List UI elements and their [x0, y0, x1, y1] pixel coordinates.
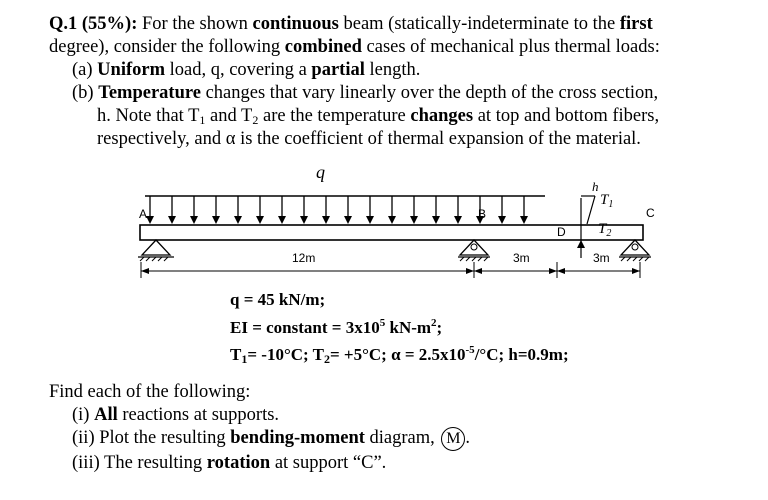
load-label-q: q — [316, 162, 325, 182]
load-arrow-head — [344, 216, 352, 224]
load-arrow-head — [278, 216, 286, 224]
load-arrow-head — [454, 216, 462, 224]
beam — [140, 225, 643, 240]
support-a-label: A — [139, 207, 148, 221]
load-arrows — [146, 196, 528, 224]
load-arrow-head — [432, 216, 440, 224]
load-arrow-head — [322, 216, 330, 224]
t1-label: $T_1$ — [600, 192, 614, 210]
given-ei: EI = constant = $3x10^5$ $kN-m^2$; — [230, 317, 443, 337]
given-q: q = 45 kN/m; — [230, 290, 326, 309]
question-line-1: Q.1 (55%): For the shown continuous beam (statically-indeterminate to the first — [49, 14, 653, 34]
load-arrow-head — [212, 216, 220, 224]
t2-label: $T_2$ — [598, 221, 612, 239]
span-bd-label: 3m — [513, 251, 530, 265]
question-line-2: degree), consider the following combined cases of mechanical plus thermal loads: — [49, 37, 660, 57]
support-a-pin — [138, 240, 174, 261]
beam-figure — [0, 158, 768, 308]
load-arrow-head — [190, 216, 198, 224]
load-arrow-head — [300, 216, 308, 224]
load-arrow-head — [366, 216, 374, 224]
moment-badge-icon: M — [441, 427, 465, 451]
load-arrow-head — [234, 216, 242, 224]
load-arrow-head — [410, 216, 418, 224]
tasks-heading: Find each of the following: — [49, 382, 251, 402]
case-a: (a) Uniform load, q, covering a partial length. — [72, 60, 421, 80]
load-arrow-head — [520, 216, 528, 224]
h-label: h — [592, 179, 599, 194]
support-b-pin — [458, 240, 490, 261]
support-c-pin — [619, 240, 651, 261]
task-ii: (ii) Plot the resulting bending-moment diagram, M . — [72, 427, 470, 451]
load-arrow-head — [498, 216, 506, 224]
load-arrow-head — [256, 216, 264, 224]
given-temperatures: $T_1= -10^\circ C$; $T_2= +5^\circ C$; $\alpha = 2.5x10^{-5}/^\circ C$; h=0.9m; — [230, 344, 569, 366]
question-number: Q.1 (55%): — [49, 14, 138, 34]
point-d-label: D — [557, 225, 566, 239]
support-c-label: C — [646, 206, 655, 220]
load-arrow-head — [388, 216, 396, 224]
load-arrow-head — [168, 216, 176, 224]
span-ab-label: 12m — [292, 251, 316, 265]
case-b-line-2: h. Note that $T_1$ and $T_2$ are the temperature changes at top and bottom fibers, — [97, 106, 660, 127]
task-iii: (iii) The resulting rotation at support “C”. — [72, 453, 387, 473]
dimension-ticks — [141, 262, 640, 278]
task-i: (i) All reactions at supports. — [72, 405, 280, 425]
span-dc-label: 3m — [593, 251, 610, 265]
case-b-line-3: respectively, and α is the coefficient of thermal expansion of the material. — [97, 129, 641, 149]
support-b-label: B — [478, 207, 487, 221]
case-b: (b) Temperature changes that vary linearly over the depth of the cross section, — [72, 83, 659, 103]
load-arrow-head — [146, 216, 154, 224]
